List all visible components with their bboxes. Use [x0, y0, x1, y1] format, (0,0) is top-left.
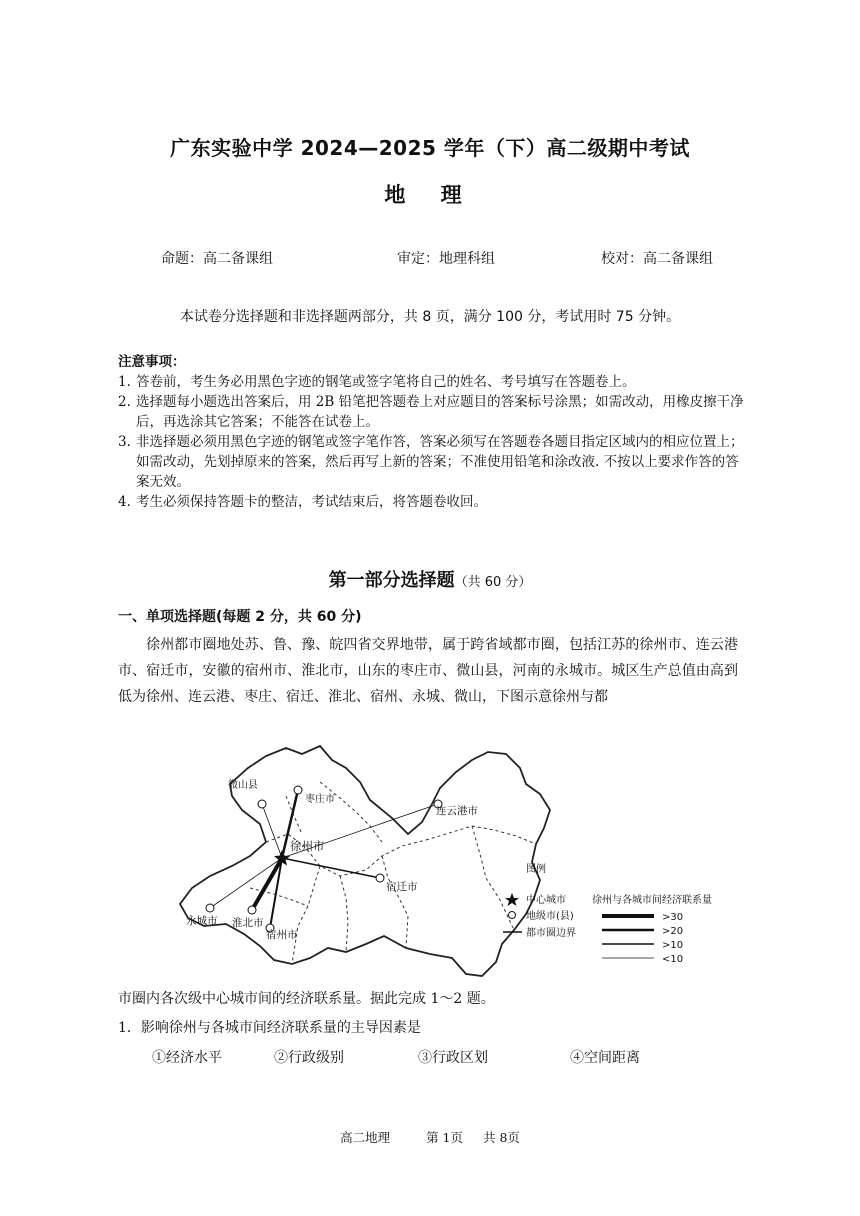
note-text: 考生必须保持答题卡的整洁，考试结束后，将答题卷收回。 — [136, 494, 487, 510]
passage-body: 徐州都市圈地处苏、鲁、豫、皖四省交界地带，属于跨省域都市圈，包括江苏的徐州市、连云港市、宿迁市，安徽的宿州市、淮北市，山东的枣庄市、微山县，河南的永城市。城区生产总值由高到低为徐州、连云港、枣庄、宿迁、淮北、宿州、永城、微山，下图示意徐州与都 — [118, 637, 738, 705]
legend-level-20: >20 — [662, 926, 684, 937]
legend-city-marker — [509, 912, 516, 919]
legend-center-city: 中心城市 — [526, 895, 566, 906]
part-score: （共 60 分） — [454, 575, 532, 590]
credit-reviewer: 审定：地理科组 — [397, 251, 495, 267]
exam-title: 广东实验中学 2024—2025 学年（下）高二级期中考试 — [170, 136, 690, 160]
label-suqian: 宿迁市 — [386, 881, 418, 893]
exam-intro: 本试卷分选择题和非选择题两部分，共 8 页，满分 100 分，考试用时 75 分钟。 — [179, 309, 681, 325]
option-4: ④空间距离 — [570, 1050, 640, 1066]
label-huaibei: 淮北市 — [232, 917, 264, 929]
note-text: 选择题每小题选出答案后，用 2B 铅笔把答题卷上对应题目的答案标号涂黑；如需改动，用橡皮擦干净后，再选涂其它答案；不能答在试卷上。 — [136, 394, 744, 430]
label-xuzhou: 徐州市 — [290, 839, 325, 853]
legend-link-title: 徐州与各城市间经济联系量 — [592, 895, 712, 906]
option-1: ①经济水平 — [152, 1050, 222, 1066]
city-huaibei-marker — [248, 906, 256, 914]
option-3: ③行政区划 — [418, 1050, 488, 1066]
map-legend — [503, 862, 712, 965]
note-number: 2. — [118, 394, 131, 410]
legend-level-lt10: <10 — [662, 954, 684, 965]
city-suqian-marker — [376, 874, 384, 882]
passage-continued: 市圈内各次级中心城市间的经济联系量。据此完成 1～2 题。 — [118, 991, 495, 1007]
legend-level-10: >10 — [662, 940, 684, 951]
part-heading — [0, 566, 860, 592]
section-heading: 一、单项选择题(每题 2 分，共 60 分) — [118, 609, 362, 625]
label-zaozhuang: 枣庄市 — [305, 794, 335, 805]
legend-title: 图例 — [526, 864, 546, 875]
link-xuzhou-suqian — [282, 858, 380, 878]
note-number: 4. — [118, 494, 131, 510]
credit-author: 命题：高二备课组 — [161, 251, 273, 267]
label-suzhou: 宿州市 — [266, 929, 298, 941]
legend-level-30: >30 — [662, 912, 684, 923]
credit-proofreader: 校对：高二备课组 — [601, 251, 713, 267]
legend-star-icon — [505, 893, 519, 906]
note-text: 答卷前，考生务必用黑色字迹的钢笔或签字笔将自己的姓名、考号填写在答题卷上。 — [136, 374, 636, 390]
part-title: 第一部分选择题 — [328, 570, 455, 591]
note-item — [118, 492, 748, 512]
note-item — [118, 432, 748, 492]
question-1-stem: 1．影响徐州与各城市间经济联系量的主导因素是 — [118, 1020, 421, 1036]
label-weishan: 微山县 — [228, 780, 258, 791]
footer-page: 第 1页 — [426, 1130, 463, 1145]
footer-subject: 高二地理 — [340, 1130, 391, 1145]
notes-heading: 注意事项： — [118, 354, 186, 370]
note-text: 非选择题必须用黑色字迹的钢笔或签字笔作答，答案必须写在答题卷各题目指定区域内的相应位置上；如需改动，先划掉原来的答案，然后再写上新的答案；不准使用铅笔和涂改液. 不按以上要求作答的答案无效。 — [136, 434, 744, 490]
notes-block — [118, 352, 748, 512]
xuzhou-metro-map — [170, 738, 730, 986]
passage-text — [118, 632, 738, 710]
note-item — [118, 372, 748, 392]
legend-boundary: 都市圈边界 — [526, 928, 576, 939]
question-1-options — [152, 1047, 712, 1067]
label-yongcheng: 永城市 — [186, 915, 218, 927]
note-item — [118, 392, 748, 432]
city-yongcheng-marker — [206, 904, 214, 912]
note-number: 3. — [118, 434, 131, 450]
city-weishan-marker — [258, 800, 266, 808]
label-lianyungang: 连云港市 — [436, 805, 478, 817]
page-footer — [0, 1128, 860, 1146]
note-number: 1. — [118, 374, 131, 390]
legend-prefecture-city: 地级市(县) — [526, 911, 574, 922]
link-xuzhou-yongcheng — [210, 858, 282, 908]
city-zaozhuang-marker — [294, 786, 302, 794]
option-2: ②行政级别 — [274, 1050, 344, 1066]
footer-total: 共 8页 — [482, 1130, 520, 1145]
link-xuzhou-weishan — [262, 804, 282, 858]
subject-title: 地 理 — [384, 183, 476, 207]
